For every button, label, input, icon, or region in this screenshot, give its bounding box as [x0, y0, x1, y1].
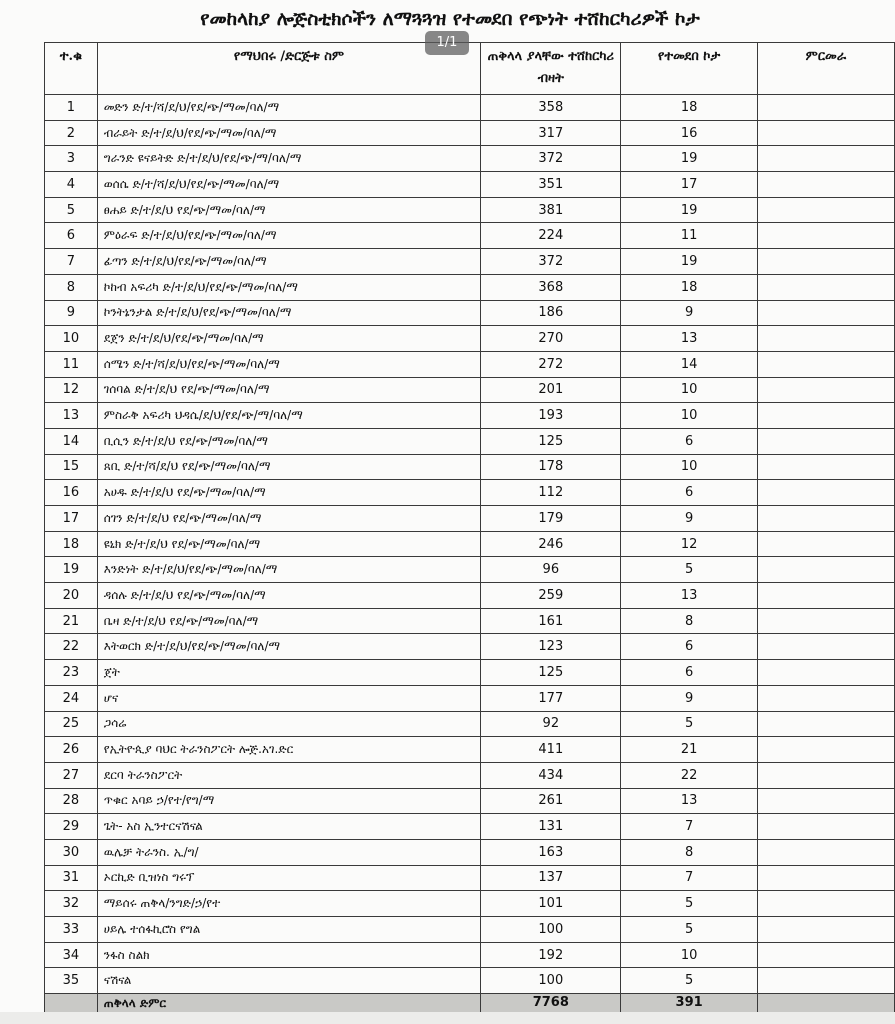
row-number: 16	[45, 480, 98, 506]
table-row	[45, 737, 895, 763]
row-organization-name: ምዕራፍ ድ/ተ/ደ/ህ/የደ/ጭ/ማመ/ባለ/ማ	[97, 223, 480, 249]
row-number: 24	[45, 685, 98, 711]
row-assigned-quota: 19	[621, 249, 757, 275]
row-assigned-quota: 10	[621, 403, 757, 429]
row-total-vehicles: 372	[481, 146, 621, 172]
row-remark	[757, 480, 894, 506]
row-assigned-quota: 9	[621, 300, 757, 326]
table-row	[45, 531, 895, 557]
row-assigned-quota: 8	[621, 839, 757, 865]
row-total-vehicles: 193	[481, 403, 621, 429]
table-row	[45, 583, 895, 609]
row-assigned-quota: 21	[621, 737, 757, 763]
row-organization-name: ፀሐይ ድ/ተ/ደ/ህ የደ/ጭ/ማመ/ባለ/ማ	[97, 197, 480, 223]
row-organization-name: ንፋስ ስልክ	[97, 942, 480, 968]
table-row	[45, 917, 895, 943]
row-organization-name: ማይሰሩ ጠቅላ/ንግድ/ኃ/የተ	[97, 891, 480, 917]
row-number: 15	[45, 454, 98, 480]
row-remark	[757, 249, 894, 275]
row-number: 1	[45, 95, 98, 121]
row-total-vehicles: 434	[481, 762, 621, 788]
row-number: 12	[45, 377, 98, 403]
table-row	[45, 788, 895, 814]
row-number: 32	[45, 891, 98, 917]
row-remark	[757, 917, 894, 943]
row-organization-name: እትወርክ ድ/ተ/ደ/ህ/የደ/ጭ/ማመ/ባለ/ማ	[97, 634, 480, 660]
row-organization-name: ደርባ ትራንስፖርት	[97, 762, 480, 788]
row-remark	[757, 95, 894, 121]
row-number: 4	[45, 172, 98, 198]
table-row	[45, 351, 895, 377]
quota-table	[44, 42, 895, 1014]
row-total-vehicles: 137	[481, 865, 621, 891]
total-vehicles-sum: 7768	[481, 994, 621, 1014]
row-total-vehicles: 101	[481, 891, 621, 917]
row-remark	[757, 428, 894, 454]
row-organization-name: ጸቢ ድ/ተ/ሻ/ደ/ህ የደ/ጭ/ማመ/ባለ/ማ	[97, 454, 480, 480]
row-remark	[757, 351, 894, 377]
viewer-bottom-edge	[0, 1012, 895, 1024]
row-assigned-quota: 11	[621, 223, 757, 249]
table-row	[45, 814, 895, 840]
row-total-vehicles: 100	[481, 968, 621, 994]
row-number: 31	[45, 865, 98, 891]
row-remark	[757, 454, 894, 480]
row-number: 33	[45, 917, 98, 943]
row-total-vehicles: 178	[481, 454, 621, 480]
row-organization-name: የኢትዮጲያ ባህር ትራንስፖርት ሎጅ.አገ.ድር	[97, 737, 480, 763]
row-assigned-quota: 6	[621, 634, 757, 660]
row-assigned-quota: 8	[621, 608, 757, 634]
row-number: 26	[45, 737, 98, 763]
row-organization-name: ኦርኪድ ቢዝነስ ግሩፕ	[97, 865, 480, 891]
table-row	[45, 326, 895, 352]
table-row	[45, 300, 895, 326]
row-assigned-quota: 5	[621, 968, 757, 994]
row-remark	[757, 557, 894, 583]
row-number: 27	[45, 762, 98, 788]
row-number: 8	[45, 274, 98, 300]
row-number: 29	[45, 814, 98, 840]
row-remark	[757, 968, 894, 994]
row-organization-name: ደጀን ድ/ተ/ደ/ህ/የደ/ጭ/ማመ/ባለ/ማ	[97, 326, 480, 352]
row-number: 11	[45, 351, 98, 377]
row-assigned-quota: 5	[621, 711, 757, 737]
table-row	[45, 403, 895, 429]
row-number: 30	[45, 839, 98, 865]
row-total-vehicles: 246	[481, 531, 621, 557]
row-total-vehicles: 112	[481, 480, 621, 506]
row-total-vehicles: 186	[481, 300, 621, 326]
row-organization-name: ጀት	[97, 660, 480, 686]
row-organization-name: ዉሌቻ ትራንስ. ኢ/ግ/	[97, 839, 480, 865]
row-organization-name: ወሰሴ ድ/ተ/ሻ/ደ/ህ/የደ/ጭ/ማመ/ባለ/ማ	[97, 172, 480, 198]
row-organization-name: ቢሲን ድ/ተ/ደ/ህ የደ/ጭ/ማመ/ባለ/ማ	[97, 428, 480, 454]
row-assigned-quota: 13	[621, 326, 757, 352]
row-total-vehicles: 163	[481, 839, 621, 865]
row-organization-name: ግራንድ ዩናይትድ ድ/ተ/ደ/ህ/የደ/ጭ/ማ/ባለ/ማ	[97, 146, 480, 172]
table-row	[45, 274, 895, 300]
row-remark	[757, 197, 894, 223]
row-total-vehicles: 381	[481, 197, 621, 223]
row-remark	[757, 120, 894, 146]
header-number: ተ.ቁ	[45, 43, 98, 95]
table-row	[45, 557, 895, 583]
row-organization-name: ኮንትኔንታል ድ/ተ/ደ/ህ/የደ/ጭ/ማመ/ባለ/ማ	[97, 300, 480, 326]
row-remark	[757, 403, 894, 429]
table-row	[45, 377, 895, 403]
row-total-vehicles: 100	[481, 917, 621, 943]
row-remark	[757, 737, 894, 763]
table-row	[45, 197, 895, 223]
row-remark	[757, 377, 894, 403]
row-organization-name: መድን ድ/ተ/ሻ/ደ/ህ/የደ/ጭ/ማመ/ባለ/ማ	[97, 95, 480, 121]
row-total-vehicles: 372	[481, 249, 621, 275]
row-number: 2	[45, 120, 98, 146]
table-row	[45, 839, 895, 865]
row-total-vehicles: 272	[481, 351, 621, 377]
row-assigned-quota: 12	[621, 531, 757, 557]
row-assigned-quota: 17	[621, 172, 757, 198]
row-number: 28	[45, 788, 98, 814]
table-row	[45, 762, 895, 788]
row-remark	[757, 839, 894, 865]
row-number: 10	[45, 326, 98, 352]
row-organization-name: ሰገን ድ/ተ/ደ/ህ የደ/ጭ/ማመ/ባለ/ማ	[97, 506, 480, 532]
row-number: 3	[45, 146, 98, 172]
row-organization-name: ሀይሌ ተሰፋኪሮስ የግል	[97, 917, 480, 943]
row-total-vehicles: 411	[481, 737, 621, 763]
table-row	[45, 120, 895, 146]
row-assigned-quota: 14	[621, 351, 757, 377]
row-total-vehicles: 317	[481, 120, 621, 146]
row-organization-name: ሰሜን ድ/ተ/ሻ/ደ/ህ/የደ/ጭ/ማመ/ባለ/ማ	[97, 351, 480, 377]
row-total-vehicles: 131	[481, 814, 621, 840]
total-quota-sum: 391	[621, 994, 757, 1014]
row-total-vehicles: 96	[481, 557, 621, 583]
row-remark	[757, 300, 894, 326]
row-total-vehicles: 261	[481, 788, 621, 814]
row-assigned-quota: 13	[621, 788, 757, 814]
row-total-vehicles: 224	[481, 223, 621, 249]
row-remark	[757, 531, 894, 557]
document-title: የመከላከያ ሎጅስቲክሶችን ለማጓጓዝ የተመደበ የጭነት ተሸከርካሪዎች ኮታ	[200, 8, 700, 30]
row-number: 23	[45, 660, 98, 686]
row-total-vehicles: 92	[481, 711, 621, 737]
row-organization-name: ምስራቅ አፍሪካ ህዳሴ/ደ/ህ/የደ/ጭ/ማ/ባለ/ማ	[97, 403, 480, 429]
table-row	[45, 685, 895, 711]
table-row	[45, 634, 895, 660]
row-assigned-quota: 9	[621, 506, 757, 532]
row-remark	[757, 146, 894, 172]
row-assigned-quota: 5	[621, 891, 757, 917]
page-indicator: 1/1	[425, 31, 469, 55]
row-number: 5	[45, 197, 98, 223]
row-remark	[757, 814, 894, 840]
row-number: 21	[45, 608, 98, 634]
row-total-vehicles: 368	[481, 274, 621, 300]
table-row	[45, 480, 895, 506]
row-total-vehicles: 123	[481, 634, 621, 660]
row-remark	[757, 506, 894, 532]
row-number: 13	[45, 403, 98, 429]
row-number: 7	[45, 249, 98, 275]
row-total-vehicles: 179	[481, 506, 621, 532]
row-remark	[757, 788, 894, 814]
row-remark	[757, 865, 894, 891]
row-organization-name: ፊጣን ድ/ተ/ደ/ህ/የደ/ጭ/ማመ/ባለ/ማ	[97, 249, 480, 275]
row-remark	[757, 685, 894, 711]
table-row	[45, 865, 895, 891]
row-number: 35	[45, 968, 98, 994]
header-assigned-quota: የተመደበ ኮታ	[621, 43, 757, 95]
row-organization-name: ዳሰሉ ድ/ተ/ደ/ህ የደ/ጭ/ማመ/ባለ/ማ	[97, 583, 480, 609]
row-number: 22	[45, 634, 98, 660]
row-number: 19	[45, 557, 98, 583]
table-row	[45, 146, 895, 172]
header-organization-name: የማህበሩ /ድርጅቱ ስም	[97, 43, 480, 95]
row-number: 9	[45, 300, 98, 326]
row-remark	[757, 274, 894, 300]
row-remark	[757, 172, 894, 198]
row-remark	[757, 942, 894, 968]
row-remark	[757, 223, 894, 249]
row-assigned-quota: 6	[621, 660, 757, 686]
table-row	[45, 95, 895, 121]
row-assigned-quota: 7	[621, 865, 757, 891]
row-organization-name: ቤዛ ድ/ተ/ደ/ህ የደ/ጭ/ማመ/ባለ/ማ	[97, 608, 480, 634]
row-assigned-quota: 19	[621, 197, 757, 223]
row-remark	[757, 583, 894, 609]
table-row	[45, 711, 895, 737]
table-row	[45, 660, 895, 686]
table-row	[45, 891, 895, 917]
table-body	[45, 95, 895, 994]
row-total-vehicles: 358	[481, 95, 621, 121]
row-organization-name: ናሽናል	[97, 968, 480, 994]
row-assigned-quota: 10	[621, 942, 757, 968]
row-assigned-quota: 18	[621, 274, 757, 300]
table-row	[45, 454, 895, 480]
row-remark	[757, 660, 894, 686]
table-row	[45, 506, 895, 532]
table-row	[45, 608, 895, 634]
row-organization-name: ኮከብ አፍሪካ ድ/ተ/ደ/ህ/የደ/ጭ/ማመ/ባለ/ማ	[97, 274, 480, 300]
row-assigned-quota: 22	[621, 762, 757, 788]
row-total-vehicles: 351	[481, 172, 621, 198]
row-organization-name: እንድነት ድ/ተ/ደ/ህ/የደ/ጭ/ማመ/ባለ/ማ	[97, 557, 480, 583]
row-remark	[757, 634, 894, 660]
row-number: 34	[45, 942, 98, 968]
row-organization-name: ዩኒክ ድ/ተ/ደ/ህ የደ/ጭ/ማመ/ባለ/ማ	[97, 531, 480, 557]
row-organization-name: ጋሳሬ	[97, 711, 480, 737]
row-assigned-quota: 6	[621, 480, 757, 506]
row-total-vehicles: 177	[481, 685, 621, 711]
total-label: ጠቅላላ ድምር	[97, 994, 480, 1014]
row-organization-name: ሆና	[97, 685, 480, 711]
header-remarks: ምርመራ	[757, 43, 894, 95]
row-assigned-quota: 5	[621, 557, 757, 583]
table-row	[45, 249, 895, 275]
row-remark	[757, 608, 894, 634]
row-organization-name: ገሰባል ድ/ተ/ደ/ህ የደ/ጭ/ማመ/ባለ/ማ	[97, 377, 480, 403]
row-number: 14	[45, 428, 98, 454]
row-assigned-quota: 6	[621, 428, 757, 454]
row-number: 17	[45, 506, 98, 532]
row-assigned-quota: 13	[621, 583, 757, 609]
row-number: 6	[45, 223, 98, 249]
row-organization-name: አሀዱ ድ/ተ/ደ/ህ የደ/ጭ/ማመ/ባለ/ማ	[97, 480, 480, 506]
row-total-vehicles: 125	[481, 660, 621, 686]
row-assigned-quota: 5	[621, 917, 757, 943]
row-remark	[757, 711, 894, 737]
row-assigned-quota: 16	[621, 120, 757, 146]
table-header-row	[45, 43, 895, 95]
row-remark	[757, 762, 894, 788]
row-total-vehicles: 270	[481, 326, 621, 352]
table-row	[45, 968, 895, 994]
row-organization-name: ብራይት ድ/ተ/ደ/ህ/የደ/ጭ/ማመ/ባለ/ማ	[97, 120, 480, 146]
table-row	[45, 223, 895, 249]
table-row	[45, 942, 895, 968]
row-remark	[757, 326, 894, 352]
row-assigned-quota: 19	[621, 146, 757, 172]
row-total-vehicles: 259	[481, 583, 621, 609]
row-total-vehicles: 125	[481, 428, 621, 454]
row-organization-name: ጥቁር አባይ ኃ/የተ/የግ/ማ	[97, 788, 480, 814]
row-total-vehicles: 201	[481, 377, 621, 403]
row-total-vehicles: 192	[481, 942, 621, 968]
row-assigned-quota: 7	[621, 814, 757, 840]
table-row	[45, 172, 895, 198]
row-assigned-quota: 18	[621, 95, 757, 121]
row-number: 25	[45, 711, 98, 737]
row-remark	[757, 891, 894, 917]
row-assigned-quota: 10	[621, 377, 757, 403]
header-total-vehicles: ጠቅላላ ያላቸው ተሸከርካሪ ብዛት	[481, 43, 621, 95]
row-assigned-quota: 9	[621, 685, 757, 711]
table-row	[45, 428, 895, 454]
row-number: 20	[45, 583, 98, 609]
row-organization-name: ጌት- አስ ኢንተርናሽናል	[97, 814, 480, 840]
row-total-vehicles: 161	[481, 608, 621, 634]
row-assigned-quota: 10	[621, 454, 757, 480]
table-total-row	[45, 994, 895, 1014]
row-number: 18	[45, 531, 98, 557]
